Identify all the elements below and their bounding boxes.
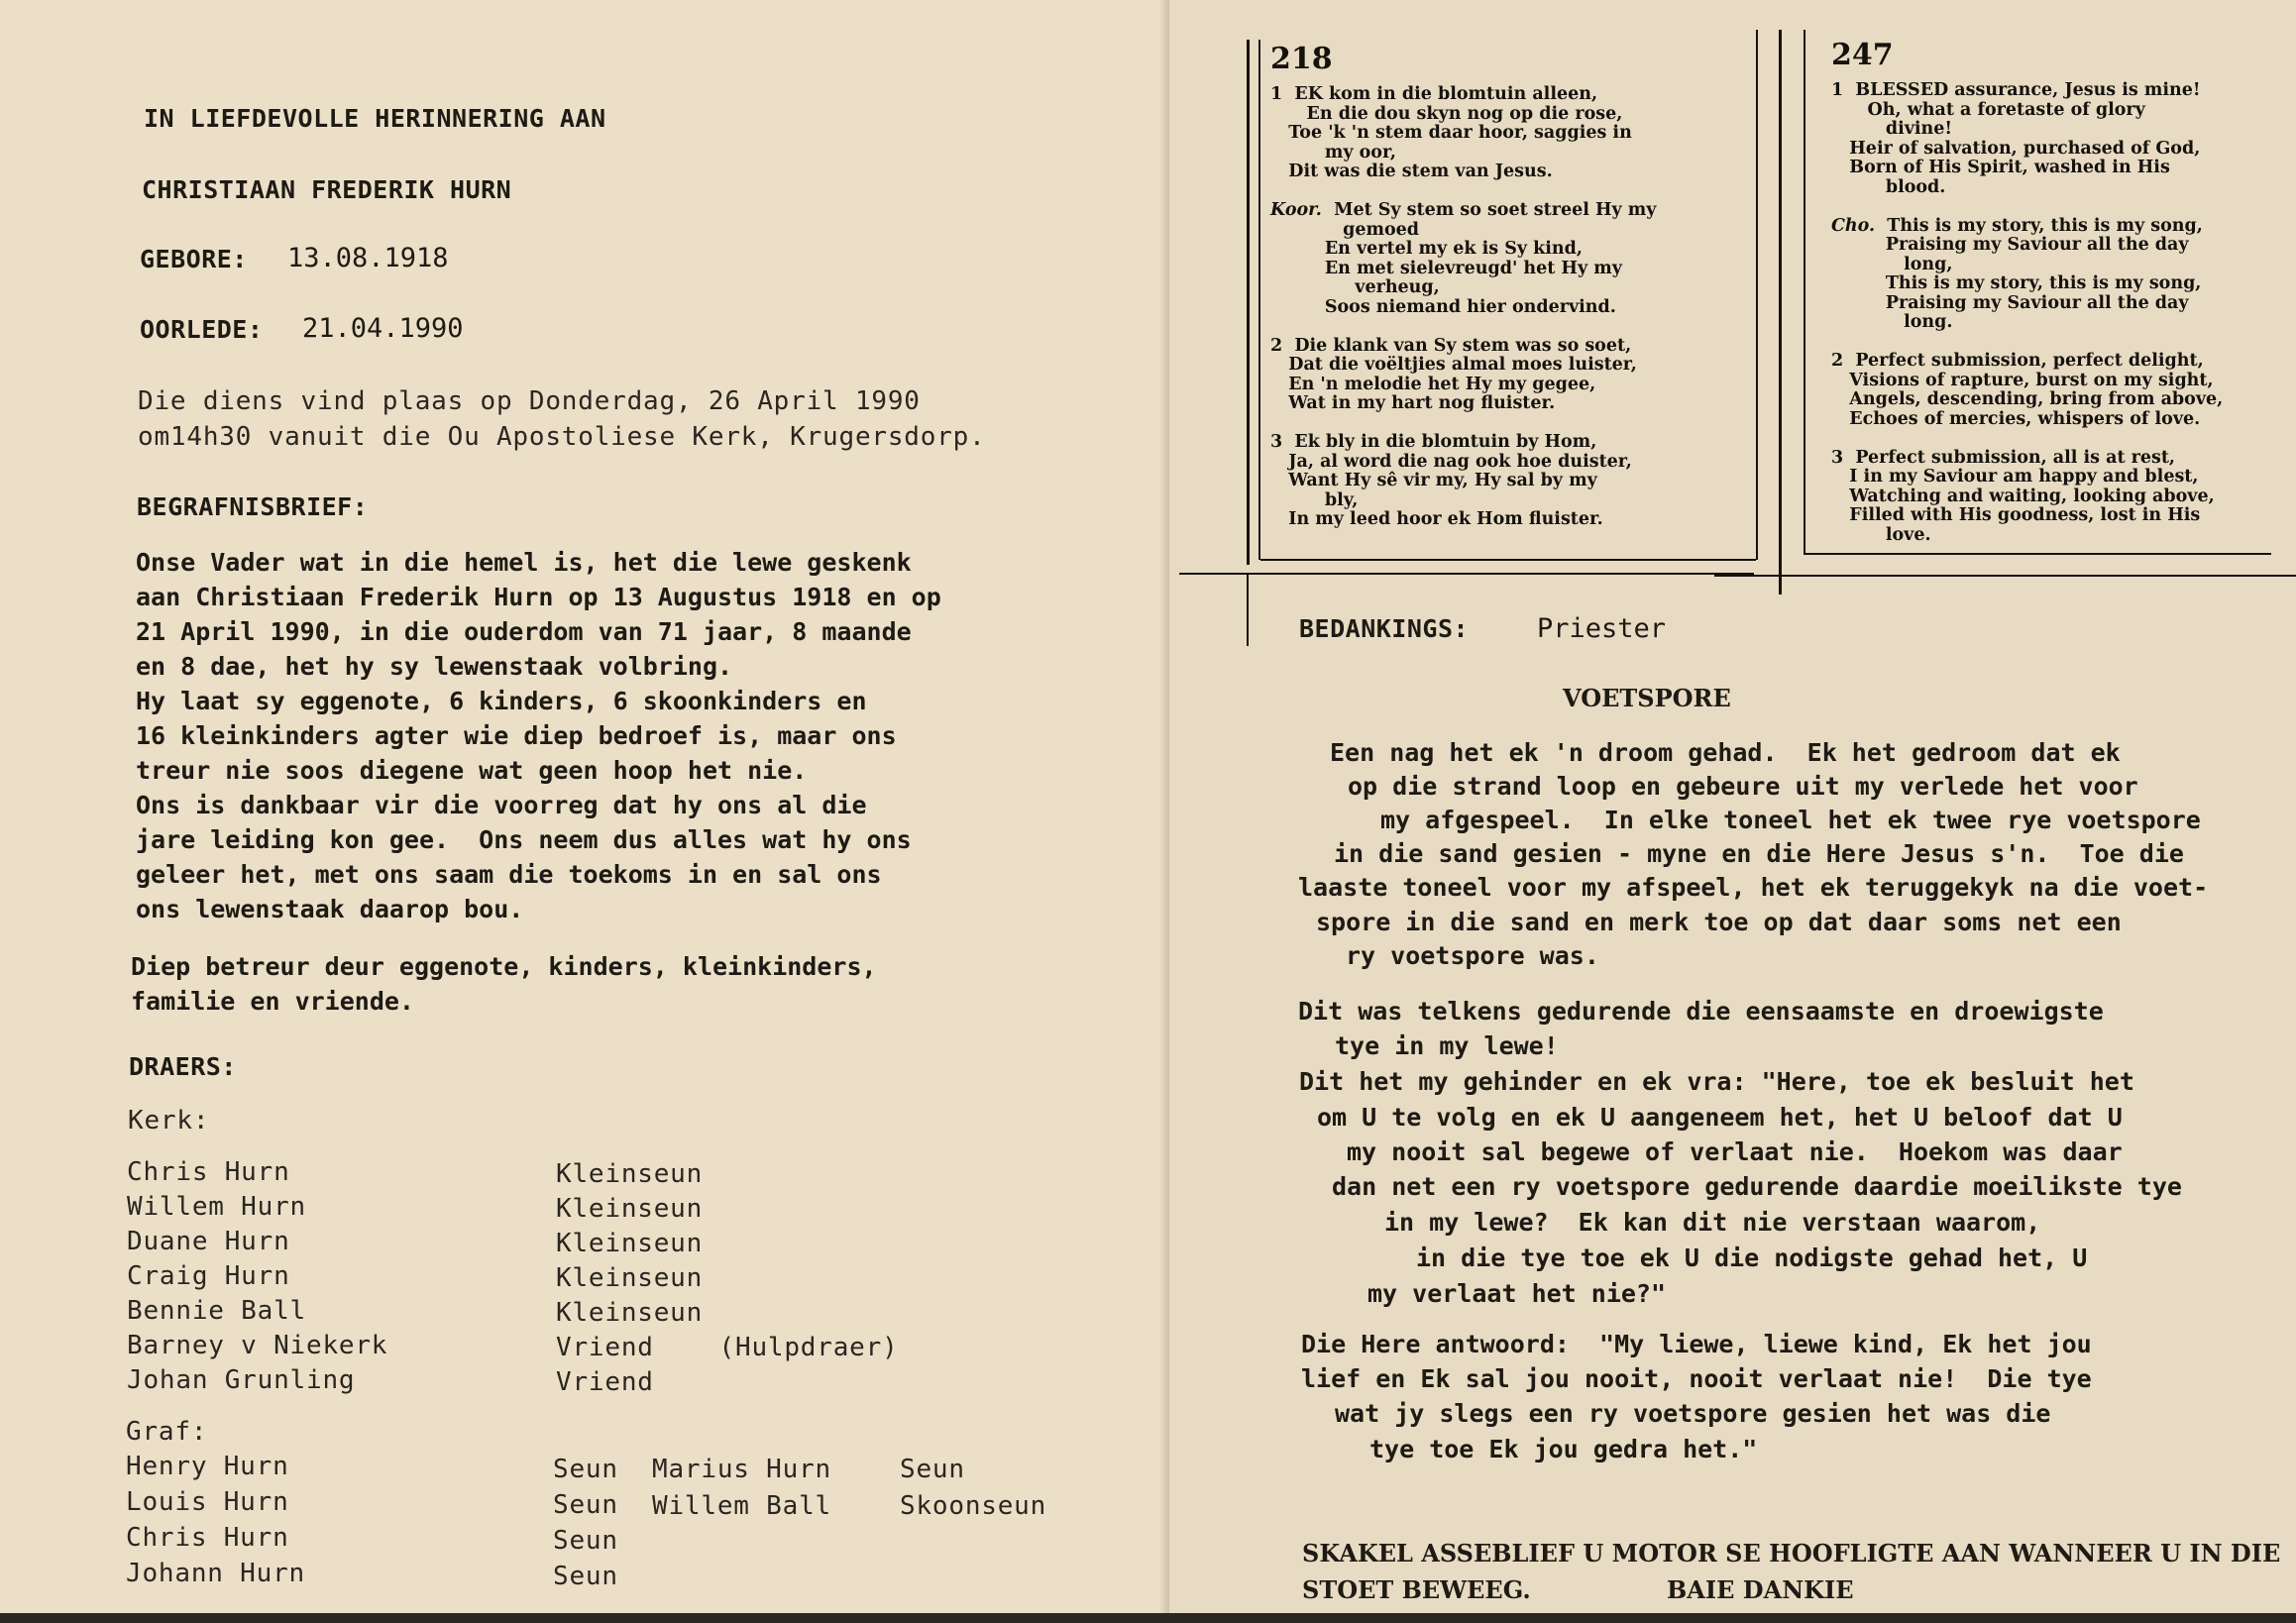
died-date: 21.04.1990 — [302, 313, 464, 344]
hymn-frame-mid — [1779, 30, 1782, 595]
poem-line: om U te volg en ek U aangeneem het, het U beloof dat U — [1317, 1103, 2123, 1132]
thanks-closing: BAIE DANKIE — [1667, 1575, 1854, 1604]
bearer-role: Kleinseun — [556, 1194, 704, 1224]
deceased-name: CHRISTIAAN FREDERIK HURN — [142, 175, 512, 204]
letter-line: aan Christiaan Frederik Hurn op 13 Augustus 1918 en op — [136, 583, 941, 611]
hymn-line: love. — [1831, 524, 1931, 545]
hymn-line: 2 Perfect submission, perfect delight, — [1831, 351, 2204, 371]
hymn-line: En die dou skyn nog op die rose, — [1270, 103, 1623, 124]
funeral-letter — [136, 545, 941, 926]
hymn-frame-mid-left — [1756, 30, 1758, 560]
bearer-name: Johan Grunling — [127, 1365, 356, 1395]
bearer-role: Vriend — [556, 1367, 654, 1397]
thanks-value: Priester — [1537, 613, 1667, 644]
letter-line: 21 April 1990, in die ouderdom van 71 jaar, 8 maande — [136, 617, 912, 646]
hymn-line: 3 Ek bly in die blomtuin by Hom, — [1270, 432, 1597, 452]
hymn-line: verheug, — [1270, 277, 1440, 297]
bearer-role: Skoonseun — [900, 1491, 1047, 1521]
bearer-name: Louis Hurn — [126, 1487, 289, 1517]
hymn-line: Praising my Saviour all the day — [1831, 292, 2189, 313]
hymn-line: 3 Perfect submission, all is at rest, — [1831, 447, 2176, 468]
hymn-line: Echoes of mercies, whispers of love. — [1831, 408, 2201, 429]
letter-line: en 8 dae, het hy sy lewenstaak volbring. — [136, 652, 733, 681]
bearer-name: Craig Hurn — [127, 1261, 290, 1291]
hymn-line: Dit was die stem van Jesus. — [1270, 162, 1553, 181]
born-date: 13.08.1918 — [287, 243, 449, 273]
hymn-247-text — [1831, 81, 2223, 545]
hymn-line: Angels, descending, bring from above, — [1831, 389, 2224, 409]
bearer-role: Kleinseun — [556, 1229, 704, 1258]
bearer-role: Seun — [553, 1562, 618, 1591]
hymn-frame-bottom-2 — [1804, 553, 2271, 555]
hymn-line: bly, — [1270, 489, 1359, 510]
hymn-line: 2 Die klank van Sy stem was so soet, — [1270, 335, 1632, 356]
bearer-role: Kleinseun — [556, 1298, 704, 1328]
hymn-line: Want Hy sê vir my, Hy sal by my — [1270, 471, 1597, 490]
bearer-name: Willem Ball — [652, 1491, 831, 1521]
hymn-line: Dat die voëltjies almal moes luister, — [1270, 355, 1637, 375]
hymn-line: Heir of salvation, purchased of God, — [1831, 138, 2201, 159]
hymn-218-number: 218 — [1270, 42, 1333, 76]
hymn-frame-tail — [1247, 575, 1249, 646]
hymn-frame-base-2 — [1714, 575, 2296, 577]
grave-label: Graf: — [126, 1417, 208, 1447]
poem-line: spore in die sand en merk toe op dat daar soms net een — [1316, 908, 2122, 936]
hymn-line: Praising my Saviour all the day — [1831, 235, 2189, 255]
letter-line: Hy laat sy eggenote, 6 kinders, 6 skoonkinders en — [136, 687, 867, 715]
hymn-frame-left-inner — [1258, 40, 1260, 560]
hymn-line: my oor, — [1270, 142, 1396, 162]
hymn-line: En 'n melodie het Hy my gegee, — [1270, 374, 1596, 394]
bearers-label: DRAERS: — [129, 1052, 237, 1081]
bearer-name: Bennie Ball — [127, 1296, 306, 1326]
poem-line: tye toe Ek jou gedra het." — [1369, 1435, 1758, 1463]
hymn-line: divine! — [1831, 119, 1953, 139]
hymn-line: Born of His Spirit, washed in His — [1831, 158, 2170, 177]
poem-line: in my lewe? Ek kan dit nie verstaan waarom, — [1384, 1208, 2041, 1237]
poem-line: lief en Ek sal jou nooit, nooit verlaat nie! Die tye — [1301, 1364, 2092, 1393]
poem-line: laaste toneel voor my afspeel, het ek teruggekyk na die voet- — [1298, 873, 2209, 902]
poem-line: op die strand loop en gebeure uit my verlede het voor — [1348, 772, 2138, 801]
hymn-line: Filled with His goodness, lost in His — [1831, 505, 2201, 525]
hymn-line: 1 BLESSED assurance, Jesus is mine! — [1831, 80, 2201, 100]
poem-line: Dit het my gehinder en ek vra: "Here, toe ek besluit het — [1299, 1067, 2134, 1096]
bearer-role: Seun — [900, 1455, 965, 1484]
hymn-line: gemoed — [1270, 219, 1420, 240]
poem-line: in die tye toe ek U die nodigste gehad het, U — [1416, 1244, 2088, 1272]
poem-line: Die Here antwoord: "My liewe, liewe kind, Ek het jou — [1301, 1330, 2092, 1358]
hymn-247-number: 247 — [1831, 38, 1894, 72]
hymn-line: Ja, al word die nag ook hoe duister, — [1270, 451, 1632, 472]
notice-line-2: STOET BEWEEG. — [1302, 1575, 1531, 1604]
hymn-frame-base-1 — [1179, 573, 1754, 575]
hymn-line: This is my story, this is my song, — [1831, 273, 2202, 293]
hymn-line: En met sielevreugd' het Hy my — [1270, 258, 1622, 278]
hymn-line: Oh, what a foretaste of glory — [1831, 99, 2145, 120]
bearer-role: Seun — [553, 1490, 618, 1520]
hymn-line: En vertel my ek is Sy kind, — [1270, 239, 1583, 259]
bearer-name: Chris Hurn — [127, 1157, 290, 1187]
poem-title: VOETSPORE — [1563, 684, 1731, 712]
letter-line: geleer het, met ons saam die toekoms in en sal ons — [136, 860, 882, 889]
poem-line: wat jy slegs een ry voetspore gesien het was die — [1335, 1399, 2051, 1428]
bearer-name: Barney v Niekerk — [127, 1331, 388, 1360]
letter-line: 16 kleinkinders agter wie diep bedroef is, maar ons — [136, 721, 897, 750]
bearer-role: Seun — [553, 1526, 618, 1556]
hymn-line: long. — [1831, 312, 1953, 332]
bearer-name: Willem Hurn — [127, 1192, 306, 1222]
hymn-line: In my leed hoor ek Hom fluister. — [1270, 509, 1603, 529]
hymn-line: long, — [1831, 254, 1953, 274]
bearer-role: Seun — [553, 1455, 618, 1484]
letter-line: Ons is dankbaar vir die voorreg dat hy ons al die — [136, 791, 867, 819]
hymn-218-text — [1270, 85, 1656, 530]
poem-line: tye in my lewe! — [1335, 1031, 1559, 1060]
letter-line: jare leiding kon gee. Ons neem dus alles wat hy ons — [136, 825, 912, 854]
letter-line: treur nie soos diegene wat geen hoop het nie. — [136, 756, 808, 785]
hymn-frame-bottom-1 — [1260, 559, 1756, 561]
hymn-line: 1 EK kom in die blomtuin alleen, — [1270, 84, 1598, 104]
bearer-name: Marius Hurn — [652, 1455, 831, 1484]
letter-label: BEGRAFNISBRIEF: — [137, 492, 369, 521]
thanks-label: BEDANKINGS: — [1299, 614, 1470, 643]
hymn-line: Wat in my hart nog fluister. — [1270, 393, 1556, 413]
poem-line: ry voetspore was. — [1346, 941, 1599, 970]
hymn-line: Toe 'k 'n stem daar hoor, saggies in — [1270, 123, 1632, 143]
poem-line: my nooit sal begewe of verlaat nie. Hoekom was daar — [1347, 1137, 2123, 1166]
hymn-line: Koor. Met Sy stem so soet streel Hy my — [1270, 200, 1657, 220]
poem-line: Dit was telkens gedurende die eensaamste en droewigste — [1298, 997, 2104, 1026]
bearer-name: Duane Hurn — [127, 1227, 290, 1256]
scan-edge — [0, 1613, 2296, 1623]
hymn-frame-left — [1247, 40, 1250, 565]
hymn-line: Soos niemand hier ondervind. — [1270, 296, 1616, 317]
poem-line: in die sand gesien - myne en die Here Jesus s'n. Toe die — [1334, 839, 2184, 868]
mourners-line: Diep betreur deur eggenote, kinders, kleinkinders, — [131, 952, 877, 981]
born-label: GEBORE: — [140, 245, 248, 273]
church-label: Kerk: — [128, 1106, 210, 1136]
poem-line: my afgespeel. In elke toneel het ek twee rye voetspore — [1380, 806, 2201, 834]
mourners-text — [131, 949, 877, 1019]
died-label: OORLEDE: — [140, 315, 264, 344]
service-line-1: Die diens vind plaas op Donderdag, 26 April 1990 — [138, 386, 921, 416]
letter-line: ons lewenstaak daarop bou. — [136, 895, 524, 923]
bearer-role: Vriend (Hulpdraer) — [556, 1333, 899, 1362]
poem-line: my verlaat het nie?" — [1367, 1279, 1667, 1308]
bearer-name: Chris Hurn — [126, 1523, 289, 1553]
hymn-line: I in my Saviour am happy and blest, — [1831, 467, 2199, 487]
bearer-role: Kleinseun — [556, 1263, 704, 1293]
bearer-role: Kleinseun — [556, 1159, 704, 1189]
poem-line: dan net een ry voetspore gedurende daardie moeilikste tye — [1332, 1172, 2182, 1201]
letter-line: Onse Vader wat in die hemel is, het die lewe geskenk — [136, 548, 912, 577]
poem-line: Een nag het ek 'n droom gehad. Ek het gedroom dat ek — [1330, 738, 2121, 767]
hymn-line: blood. — [1831, 176, 1946, 197]
bearer-name: Henry Hurn — [126, 1452, 289, 1481]
service-line-2: om14h30 vanuit die Ou Apostoliese Kerk, Krugersdorp. — [138, 422, 986, 452]
mourners-line: familie en vriende. — [131, 987, 414, 1016]
hymn-line: Watching and waiting, looking above, — [1831, 486, 2215, 506]
hymn-line: Cho. This is my story, this is my song, — [1831, 215, 2203, 236]
notice-line-1: SKAKEL ASSEBLIEF U MOTOR SE HOOFLIGTE AAN WANNEER U IN DIE — [1302, 1539, 2281, 1568]
right-page — [1169, 0, 2296, 1623]
hymn-line: Visions of rapture, burst on my sight, — [1831, 370, 2214, 390]
memorial-heading: IN LIEFDEVOLLE HERINNERING AAN — [144, 104, 606, 133]
bearer-name: Johann Hurn — [126, 1559, 305, 1588]
hymn-frame-mid-right — [1804, 30, 1805, 555]
